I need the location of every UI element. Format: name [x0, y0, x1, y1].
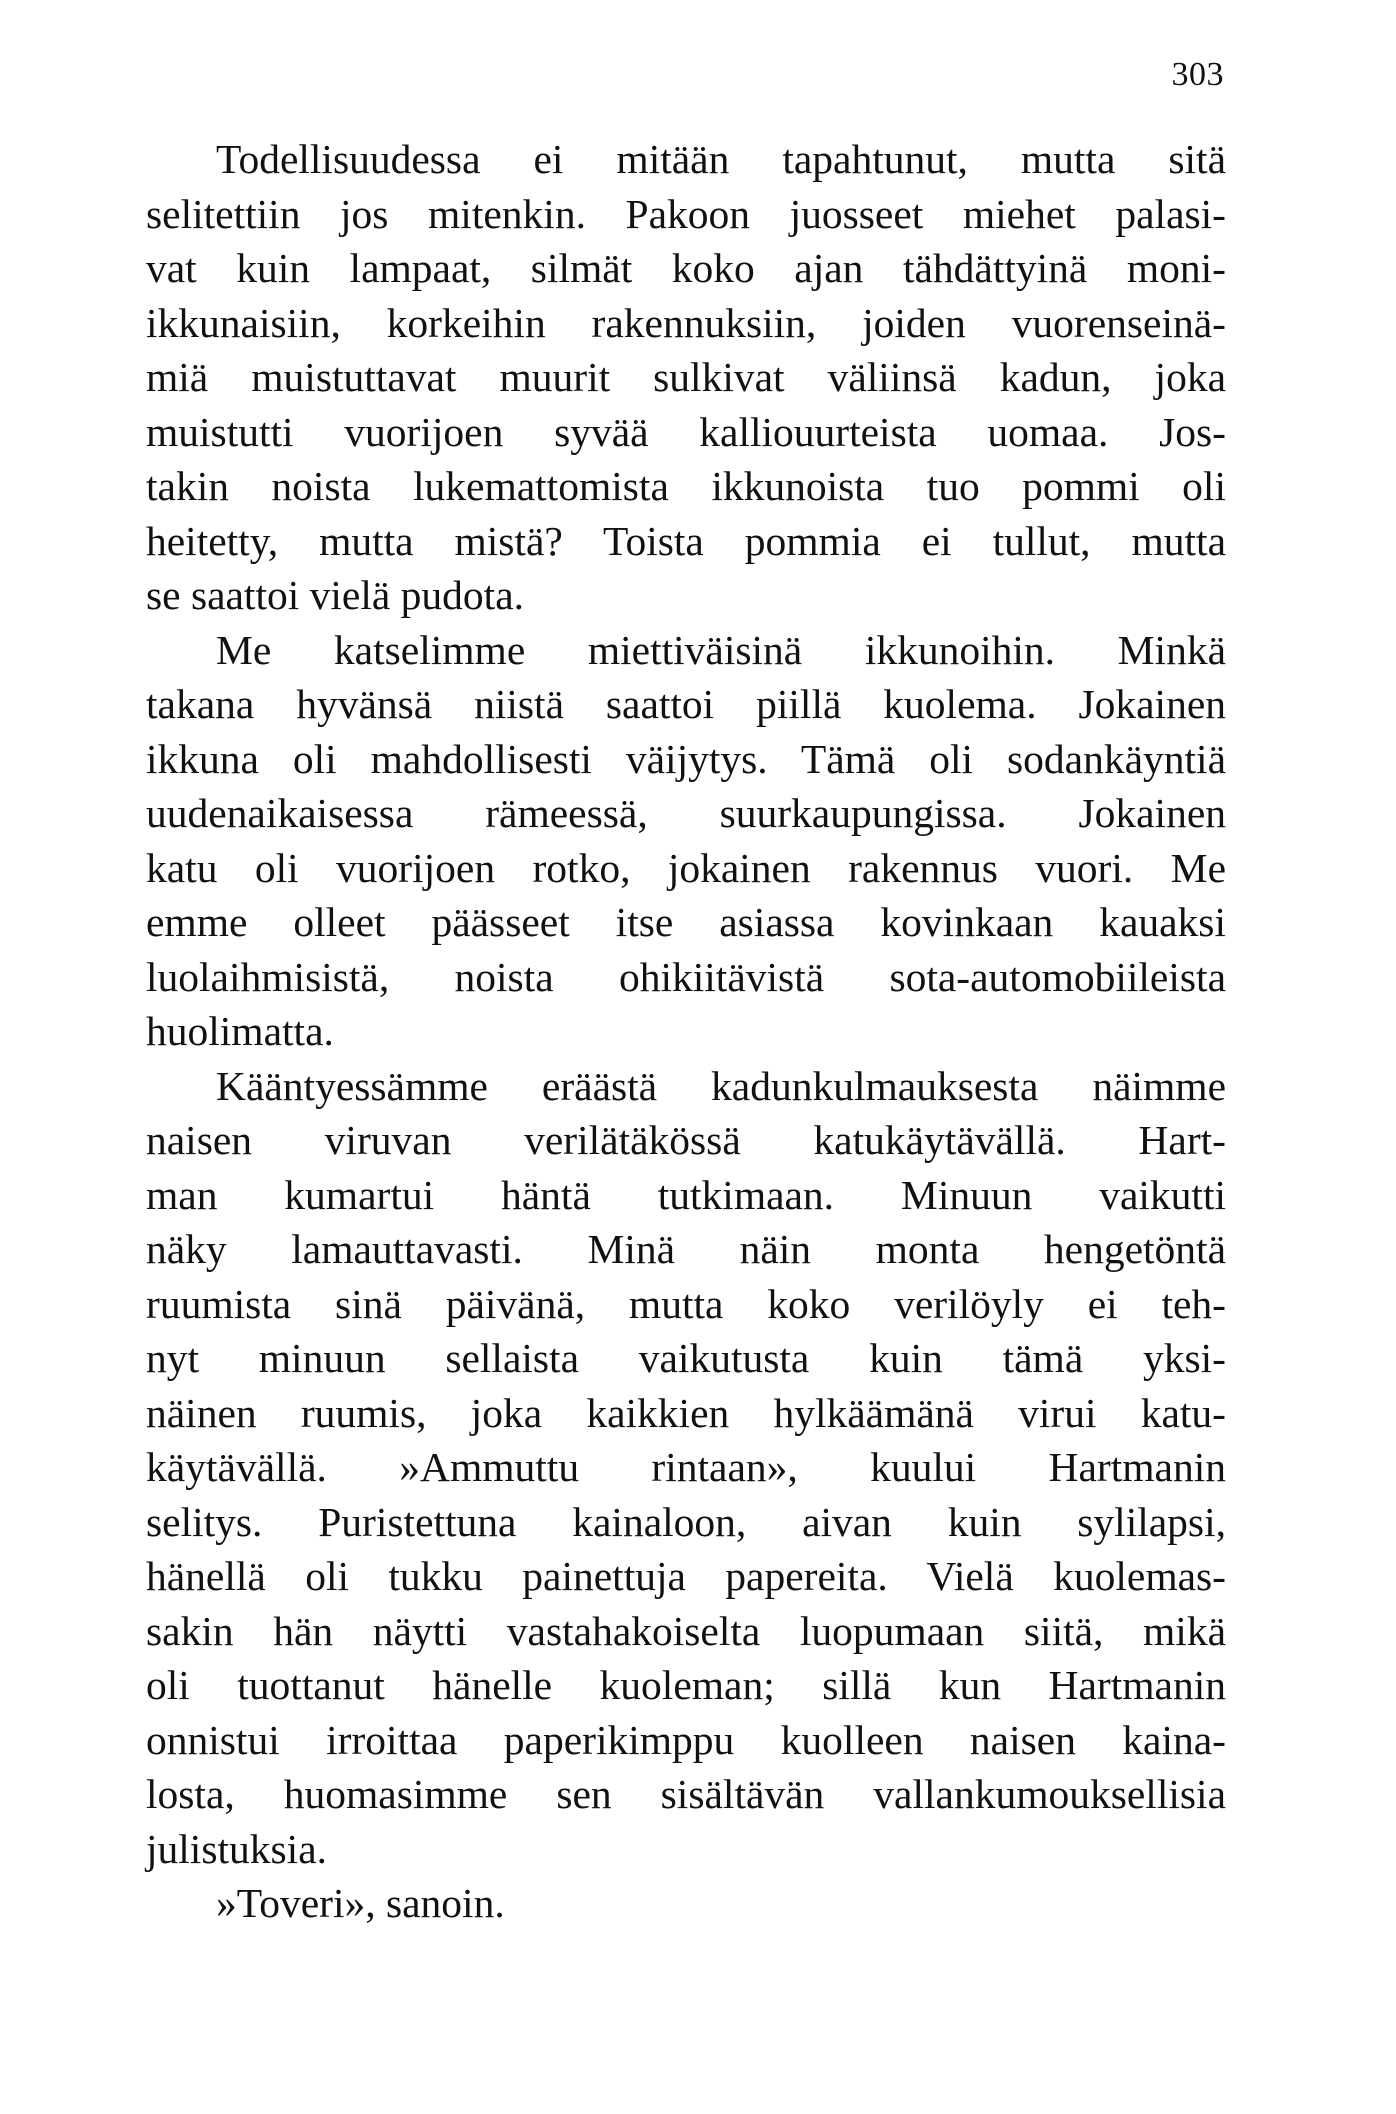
text-line: katu oli vuorijoen rotko, jokainen rakennus vuori. Me — [146, 844, 1226, 891]
text-line: uudenaikaisessa rämeessä, suurkaupungissa. Jokainen — [146, 790, 1226, 836]
text-line: ruumista sinä päivänä, mutta koko verilöyly ei teh- — [146, 1280, 1226, 1327]
text-line: naisen viruvan verilätäkössä katukäytävällä. Hart- — [146, 1117, 1226, 1163]
text-line: Todellisuudessa ei mitään tapahtunut, mutta sitä — [216, 136, 1226, 182]
text-line: »Toveri», sanoin. — [216, 1880, 505, 1926]
body-text — [146, 132, 1226, 1931]
text-line: selitettiin jos mitenkin. Pakoon juosseet miehet palasi- — [146, 190, 1226, 237]
text-line: ikkunaisiin, korkeihin rakennuksiin, joiden vuorenseinä- — [146, 299, 1226, 346]
text-line: huolimatta. — [146, 1008, 334, 1054]
text-line: nyt minuun sellaista vaikutusta kuin tämä yksi- — [146, 1335, 1226, 1381]
text-line: heitetty, mutta mistä? Toista pommia ei tullut, mutta — [146, 517, 1226, 564]
text-line: emme olleet päässeet itse asiassa kovinkaan kauaksi — [146, 899, 1226, 945]
text-line: onnistui irroittaa paperikimppu kuolleen naisen kaina- — [146, 1716, 1226, 1763]
page-number: 303 — [1171, 56, 1224, 93]
text-line: miä muistuttavat muurit sulkivat väliinsä kadun, joka — [146, 354, 1226, 400]
text-line: takana hyvänsä niistä saattoi piillä kuolema. Jokainen — [146, 681, 1226, 727]
text-line: losta, huomasimme sen sisältävän vallankumouksellisia — [146, 1771, 1226, 1817]
text-line: Kääntyessämme eräästä kadunkulmauksesta näimme — [216, 1062, 1226, 1109]
text-line: man kumartui häntä tutkimaan. Minuun vaikutti — [146, 1171, 1226, 1218]
text-line: vat kuin lampaat, silmät koko ajan tähdättyinä moni- — [146, 245, 1226, 291]
text-line: ikkuna oli mahdollisesti väijytys. Tämä oli sodankäyntiä — [146, 735, 1226, 782]
text-line: näky lamauttavasti. Minä näin monta hengetöntä — [146, 1226, 1226, 1272]
text-line: Me katselimme miettiväisinä ikkunoihin. Minkä — [216, 626, 1226, 673]
text-line: käytävällä. »Ammuttu rintaan», kuului Hartmanin — [146, 1444, 1226, 1490]
text-line: selitys. Puristettuna kainaloon, aivan kuin sylilapsi, — [146, 1498, 1226, 1545]
text-line: takin noista lukemattomista ikkunoista tuo pommi oli — [146, 463, 1226, 509]
text-line: se saattoi vielä pudota. — [146, 572, 524, 618]
text-line: oli tuottanut hänelle kuoleman; sillä kun Hartmanin — [146, 1662, 1226, 1708]
text-line: luolaihmisistä, noista ohikiitävistä sota-automobiileista — [146, 953, 1226, 1000]
text-line: näinen ruumis, joka kaikkien hylkäämänä virui katu- — [146, 1389, 1226, 1436]
text-line: muistutti vuorijoen syvää kalliouurteista uomaa. Jos- — [146, 408, 1226, 455]
text-line: sakin hän näytti vastahakoiselta luopumaan siitä, mikä — [146, 1607, 1226, 1654]
text-line: hänellä oli tukku painettuja papereita. Vielä kuolemas- — [146, 1553, 1226, 1599]
text-line: julistuksia. — [146, 1825, 327, 1872]
